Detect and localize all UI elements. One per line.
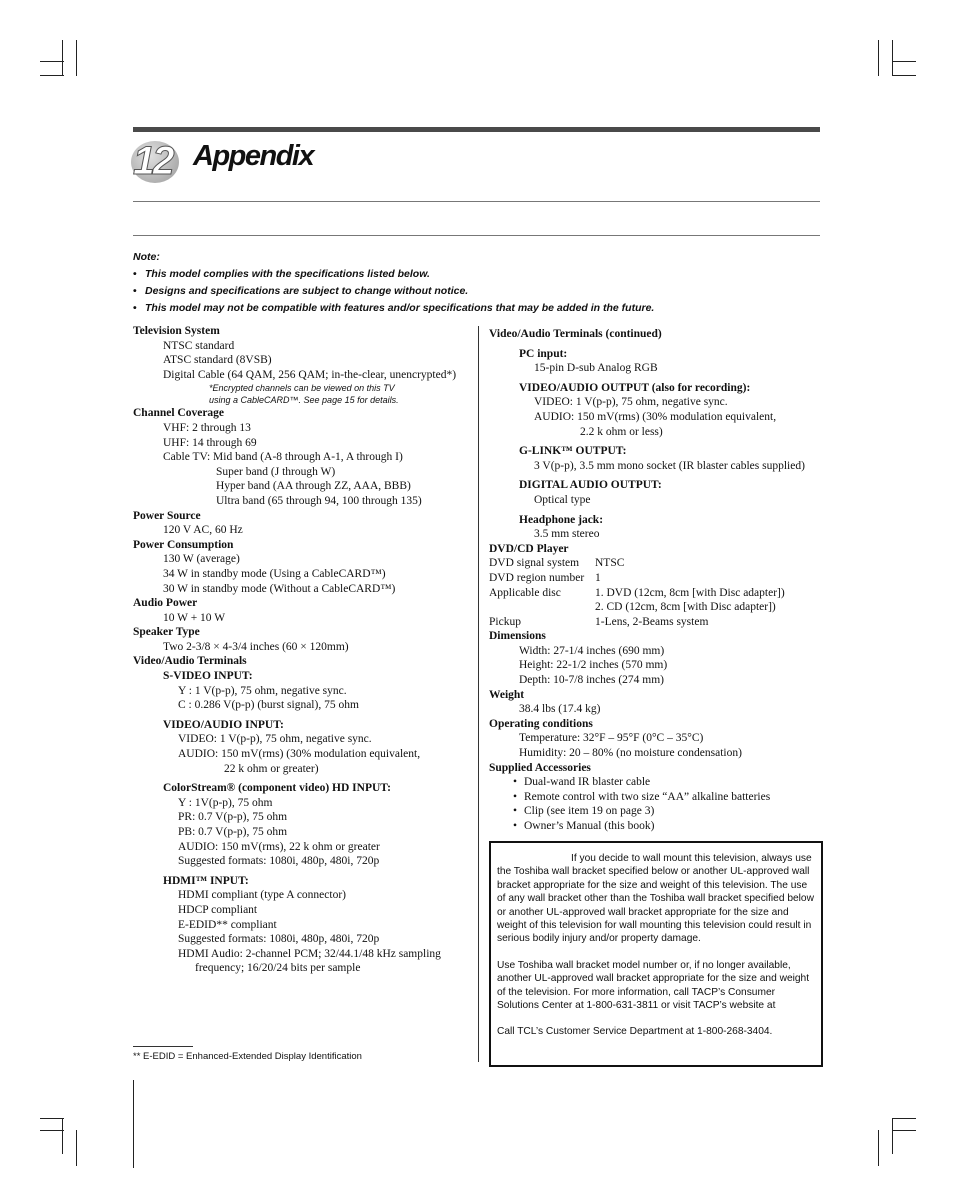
spec-subheading: VIDEO/AUDIO INPUT: bbox=[163, 718, 284, 731]
spec-line: Digital Cable (64 QAM, 256 QAM; in-the-clear, unencrypted*) bbox=[163, 368, 457, 381]
spec-row bbox=[489, 600, 824, 615]
list-item: • Owner’s Manual (this book) bbox=[489, 819, 824, 834]
section-rule bbox=[133, 235, 820, 236]
spec-line: Super band (J through W) bbox=[216, 465, 336, 478]
spec-line: 38.4 lbs (17.4 kg) bbox=[519, 703, 601, 716]
crop-mark bbox=[62, 40, 63, 76]
spec-line: HDMI compliant (type A connector) bbox=[178, 889, 346, 902]
spec-subheading: Headphone jack: bbox=[519, 513, 604, 526]
spec-heading: Television System bbox=[133, 325, 220, 337]
spec-footnote: using a CableCARD™. See page 15 for details. bbox=[209, 395, 399, 406]
spec-subheading: DIGITAL AUDIO OUTPUT: bbox=[519, 479, 662, 492]
crop-mark bbox=[892, 61, 916, 62]
chapter-number-badge bbox=[131, 141, 179, 183]
spec-heading: Power Consumption bbox=[133, 538, 234, 551]
crop-mark bbox=[892, 1130, 916, 1131]
spec-heading: DVD/CD Player bbox=[489, 542, 569, 555]
spec-line: 22 k ohm or greater) bbox=[224, 762, 319, 775]
crop-mark bbox=[892, 1118, 893, 1154]
warning-paragraph: If you decide to wall mount this television, always use the Toshiba wall bracket specified below or another UL-approved wall bracket appropriate for the size and weight of this television. The use of any wall bracket other than the Toshiba wall bracket specified below or another UL-approved wall bracket appropriate for the size and weight of this television for wall mounting this television could result in serious bodily injury and/or property damage. bbox=[497, 853, 814, 945]
spec-subheading: PC input: bbox=[519, 347, 568, 360]
spec-line: 120 V AC, 60 Hz bbox=[163, 524, 243, 537]
spec-key bbox=[489, 600, 595, 615]
spec-line: AUDIO: 150 mV(rms), 22 k ohm or greater bbox=[178, 840, 380, 853]
spec-line: C : 0.286 V(p-p) (burst signal), 75 ohm bbox=[178, 699, 359, 712]
spec-line: NTSC standard bbox=[163, 339, 235, 352]
spec-line: Height: 22-1/2 inches (570 mm) bbox=[519, 659, 668, 672]
spec-subheading: ColorStream® (component video) HD INPUT: bbox=[163, 782, 391, 795]
spec-key: DVD region number bbox=[489, 571, 585, 584]
spec-heading: Video/Audio Terminals (continued) bbox=[489, 328, 662, 340]
spec-line: 2.2 k ohm or less) bbox=[580, 425, 663, 438]
note-block bbox=[133, 249, 823, 317]
spec-subheading: HDMI™ INPUT: bbox=[163, 874, 249, 887]
spec-line: HDMI Audio: 2-channel PCM; 32/44.1/48 kHz sampling bbox=[178, 947, 441, 960]
spec-key: Pickup bbox=[489, 615, 521, 628]
note-item: • This model complies with the specifications listed below. bbox=[133, 266, 823, 283]
crop-mark bbox=[40, 61, 64, 62]
spec-line: Y : 1V(p-p), 75 ohm bbox=[178, 796, 273, 809]
footnote-rule bbox=[133, 1046, 193, 1047]
spec-heading: Dimensions bbox=[489, 630, 546, 643]
spec-line: Depth: 10-7/8 inches (274 mm) bbox=[519, 674, 665, 687]
spec-line: ATSC standard (8VSB) bbox=[163, 354, 272, 367]
crop-mark bbox=[878, 1130, 879, 1166]
list-item: • Remote control with two size “AA” alkaline batteries bbox=[489, 790, 824, 805]
spec-line: HDCP compliant bbox=[178, 903, 258, 916]
margin-line bbox=[133, 1080, 134, 1168]
spec-line: VIDEO: 1 V(p-p), 75 ohm, negative sync. bbox=[534, 396, 728, 409]
spec-heading: Power Source bbox=[133, 509, 201, 522]
spec-row bbox=[489, 556, 824, 571]
wall-mount-warning-box bbox=[489, 841, 823, 1067]
spec-key: DVD signal system bbox=[489, 557, 580, 570]
spec-line: PR: 0.7 V(p-p), 75 ohm bbox=[178, 811, 288, 824]
spec-heading: Supplied Accessories bbox=[489, 761, 591, 774]
note-label: Note: bbox=[133, 251, 160, 263]
crop-mark bbox=[62, 1118, 63, 1154]
spec-line: E-EDID** compliant bbox=[178, 918, 277, 931]
note-item: • Designs and specifications are subject to change without notice. bbox=[133, 283, 823, 300]
spec-heading: Video/Audio Terminals bbox=[133, 655, 247, 668]
crop-mark bbox=[892, 75, 916, 76]
crop-mark bbox=[40, 75, 64, 76]
spec-row bbox=[489, 615, 824, 630]
crop-mark bbox=[76, 40, 77, 76]
spec-line: Temperature: 32°F – 95°F (0°C – 35°C) bbox=[519, 732, 704, 745]
spec-subheading: VIDEO/AUDIO OUTPUT (also for recording): bbox=[519, 381, 751, 394]
spec-row bbox=[489, 586, 824, 601]
chapter-number: 12 bbox=[133, 139, 172, 183]
spec-line: Suggested formats: 1080i, 480p, 480i, 720p bbox=[178, 933, 380, 946]
warning-paragraph: Use Toshiba wall bracket model number or, if no longer available, another UL-approved wall bracket appropriate for the size and weight of the television. For more information, call TACP’s Consumer Solutions Center at 1-800-631-3811 or visit TACP’s website at bbox=[497, 959, 810, 1012]
spec-line: Two 2-3/8 × 4-3/4 inches (60 × 120mm) bbox=[163, 640, 349, 653]
spec-line: Humidity: 20 – 80% (no moisture condensation) bbox=[519, 747, 742, 760]
chapter-title: Appendix bbox=[193, 140, 314, 172]
spec-heading: Speaker Type bbox=[133, 626, 200, 639]
spec-line: Y : 1 V(p-p), 75 ohm, negative sync. bbox=[178, 684, 347, 697]
spec-line: AUDIO: 150 mV(rms) (30% modulation equivalent, bbox=[178, 748, 421, 761]
spec-line: UHF: 14 through 69 bbox=[163, 436, 257, 449]
spec-line: Cable TV: Mid band (A-8 through A-1, A through I) bbox=[163, 451, 403, 464]
crop-mark bbox=[878, 40, 879, 76]
note-item: • This model may not be compatible with features and/or specifications that may be added in the future. bbox=[133, 300, 823, 317]
spec-line: Ultra band (65 through 94, 100 through 135) bbox=[216, 494, 422, 507]
spec-heading: Audio Power bbox=[133, 597, 198, 610]
spec-value: 1-Lens, 2-Beams system bbox=[595, 615, 709, 628]
spec-line: 10 W + 10 W bbox=[163, 611, 226, 624]
spec-line: Optical type bbox=[534, 493, 591, 506]
spec-line: Suggested formats: 1080i, 480p, 480i, 720p bbox=[178, 855, 380, 868]
spec-line: 3 V(p-p), 3.5 mm mono socket (IR blaster cables supplied) bbox=[534, 459, 805, 472]
spec-line: VIDEO: 1 V(p-p), 75 ohm, negative sync. bbox=[178, 733, 372, 746]
list-item: • Clip (see item 19 on page 3) bbox=[489, 804, 824, 819]
crop-mark bbox=[40, 1130, 64, 1131]
crop-mark bbox=[76, 1130, 77, 1166]
column-divider bbox=[478, 326, 479, 1062]
list-item: • Dual-wand IR blaster cable bbox=[489, 775, 824, 790]
header-bar bbox=[133, 127, 820, 132]
crop-mark bbox=[40, 1118, 64, 1119]
spec-line: 3.5 mm stereo bbox=[534, 528, 600, 541]
spec-line: AUDIO: 150 mV(rms) (30% modulation equivalent, bbox=[534, 410, 777, 423]
spec-value: 2. CD (12cm, 8cm [with Disc adapter]) bbox=[595, 601, 776, 614]
spec-column-left bbox=[133, 324, 473, 976]
spec-value: 1. DVD (12cm, 8cm [with Disc adapter]) bbox=[595, 586, 785, 599]
spec-column-right bbox=[489, 327, 824, 834]
spec-line: 30 W in standby mode (Without a CableCARD™) bbox=[163, 582, 396, 595]
spec-value: 1 bbox=[595, 571, 601, 584]
spec-line: PB: 0.7 V(p-p), 75 ohm bbox=[178, 826, 288, 838]
section-rule bbox=[133, 201, 820, 202]
spec-heading: Operating conditions bbox=[489, 717, 593, 730]
spec-heading: Channel Coverage bbox=[133, 407, 225, 420]
crop-mark bbox=[892, 40, 893, 76]
spec-line: 34 W in standby mode (Using a CableCARD™) bbox=[163, 567, 386, 580]
spec-line: 15-pin D-sub Analog RGB bbox=[534, 362, 658, 375]
crop-mark bbox=[892, 1118, 916, 1119]
spec-line: Hyper band (AA through ZZ, AAA, BBB) bbox=[216, 480, 411, 493]
spec-line: VHF: 2 through 13 bbox=[163, 421, 251, 434]
spec-value: NTSC bbox=[595, 557, 625, 570]
spec-subheading: G-LINK™ OUTPUT: bbox=[519, 445, 627, 458]
spec-subheading: S-VIDEO INPUT: bbox=[163, 670, 253, 683]
spec-row bbox=[489, 571, 824, 586]
spec-line: Width: 27-1/4 inches (690 mm) bbox=[519, 644, 665, 657]
spec-line: 130 W (average) bbox=[163, 553, 240, 566]
warning-paragraph: Call TCL’s Customer Service Department at 1-800-268-3404. bbox=[497, 1026, 773, 1038]
footnote: ** E-EDID = Enhanced-Extended Display Identification bbox=[133, 1051, 362, 1062]
spec-heading: Weight bbox=[489, 688, 525, 701]
spec-line: frequency; 16/20/24 bits per sample bbox=[195, 962, 361, 975]
spec-key: Applicable disc bbox=[489, 586, 561, 599]
spec-footnote: *Encrypted channels can be viewed on this TV bbox=[209, 383, 395, 394]
